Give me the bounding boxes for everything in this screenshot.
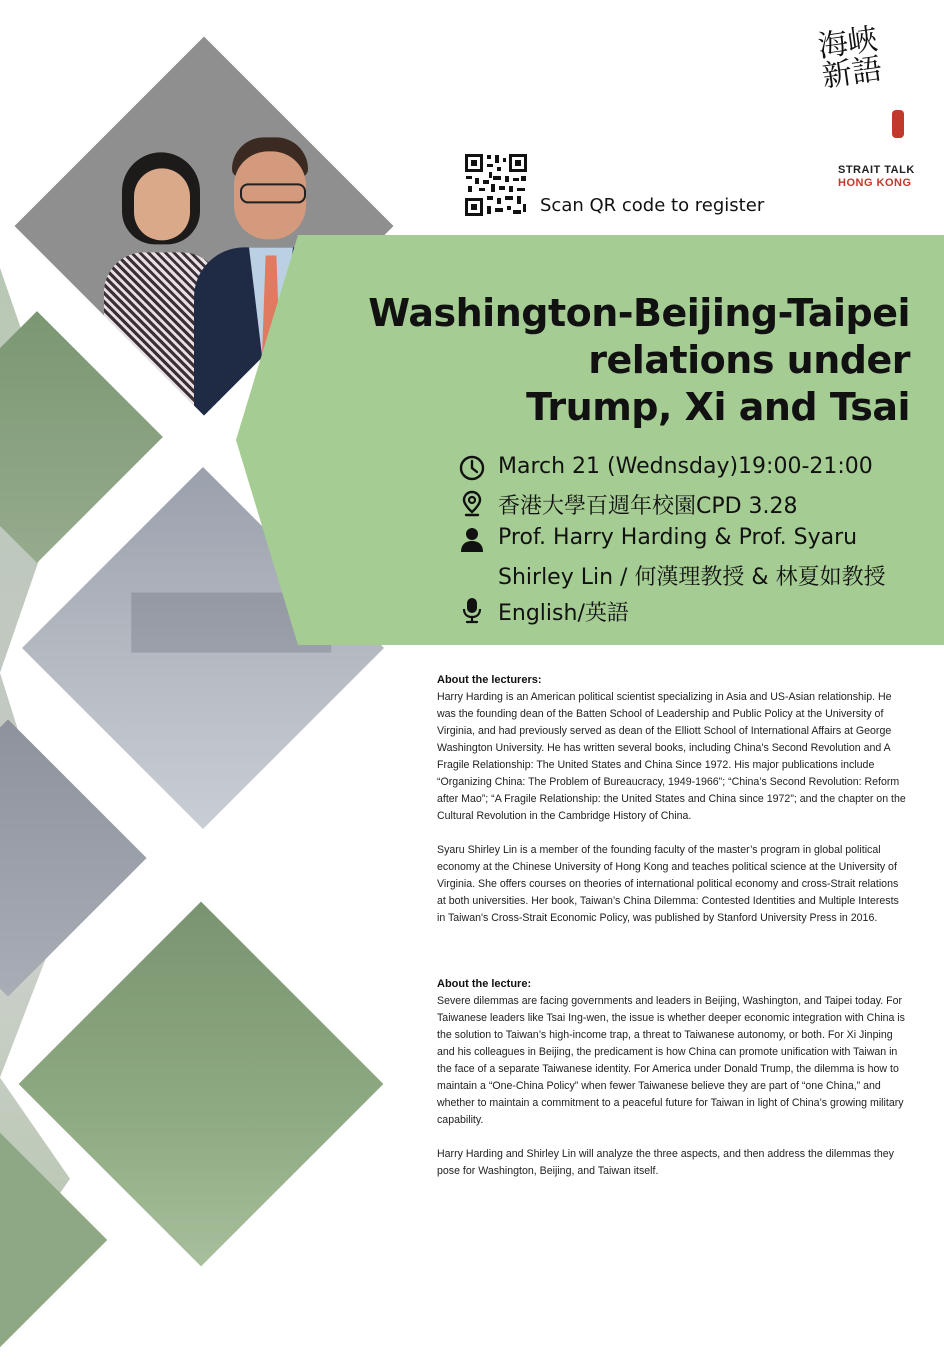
background-diamond-left-grey [0, 719, 147, 996]
about-lecturers-heading: About the lecturers: [437, 674, 542, 686]
brand-name-line2: HONG KONG [838, 177, 912, 189]
event-title [350, 290, 910, 431]
logo-seal [892, 110, 904, 138]
about-lecture-section [437, 976, 907, 1180]
lin-bio: Syaru Shirley Lin is a member of the founding faculty of the master’s program in global political economy at the Chinese University of Hong Kong and teaches political science at the University of Virginia. She offers courses on theories of international political economy and cross-Strait relations at both universities. Her book, Taiwan’s China Dilemma: Contested Identities and Multiple Interests in Taiwan's Cross-Strait Economic Policy, was published by Stanford University Press in 2016. [437, 844, 899, 924]
brand-name-line1: STRAIT TALK [838, 164, 915, 176]
person-icon [458, 525, 486, 553]
qr-register-label: Scan QR code to register [540, 195, 765, 216]
lecture-summary: Harry Harding and Shirley Lin will analyze the three aspects, and then address the dilemmas they pose for Washington, Beijing, and Taiwan itself. [437, 1148, 894, 1177]
event-venue: 香港大學百週年校園CPD 3.28 [498, 494, 798, 519]
clock-icon [458, 454, 486, 482]
logo-calligraphy: 海峽新語 [815, 21, 885, 95]
about-lecturers-section [437, 672, 907, 927]
strait-talk-logo [815, 21, 912, 148]
lecture-description: Severe dilemmas are facing governments and leaders in Beijing, Washington, and Taipei today. For Taiwanese leaders like Tsai Ing-wen, the issue is whether deeper economic integration with China is the solution to Taiwan’s high-income trap, a threat to Taiwanese autonomy, or both. For Xi Jinping and his colleagues in Beijing, the predicament is how China can promote unification with Taiwan in the face of a separate Taiwanese identity. For America under Donald Trump, the dilemma is how to maintain a “One-China Policy” when fewer Taiwanese believe they are part of “one China,” and whether to maintain a commitment to a peaceful future for Taiwan in light of China’s growing military capability. [437, 995, 905, 1126]
registration-qr-code[interactable] [463, 152, 529, 218]
event-title-line3: Trump, Xi and Tsai [526, 385, 910, 429]
event-title-line2: relations under [588, 338, 910, 382]
event-language: English/英語 [498, 601, 629, 626]
event-datetime: March 21 (Wednsday)19:00-21:00 [498, 454, 873, 479]
location-pin-icon [458, 489, 486, 517]
title-band-point [236, 235, 298, 645]
harding-bio: Harry Harding is an American political scientist specializing in Asia and US-Asian relationship. He was the founding dean of the Batten School of Leadership and Public Policy at the University of Virginia, and had previously served as dean of the Elliott School of International Affairs at George Washington University. He has written several books, including China's Second Revolution and A Fragile Relationship: The United States and China Since 1972. His major publications include “Organizing China: The Problem of Bureaucracy, 1949-1966”; “China’s Second Revolution: Reform after Mao”; “A Fragile Relationship: the United States and China since 1972”; and the chapter on the Cultural Revolution in the Cambridge History of China. [437, 691, 906, 822]
event-speakers-line1: Prof. Harry Harding & Prof. Syaru [498, 525, 858, 550]
event-speakers-line2: Shirley Lin / 何漢理教授 & 林夏如教授 [498, 565, 886, 590]
about-lecture-heading: About the lecture: [437, 978, 532, 990]
microphone-icon [458, 596, 486, 624]
event-title-line1: Washington-Beijing-Taipei [368, 291, 910, 335]
